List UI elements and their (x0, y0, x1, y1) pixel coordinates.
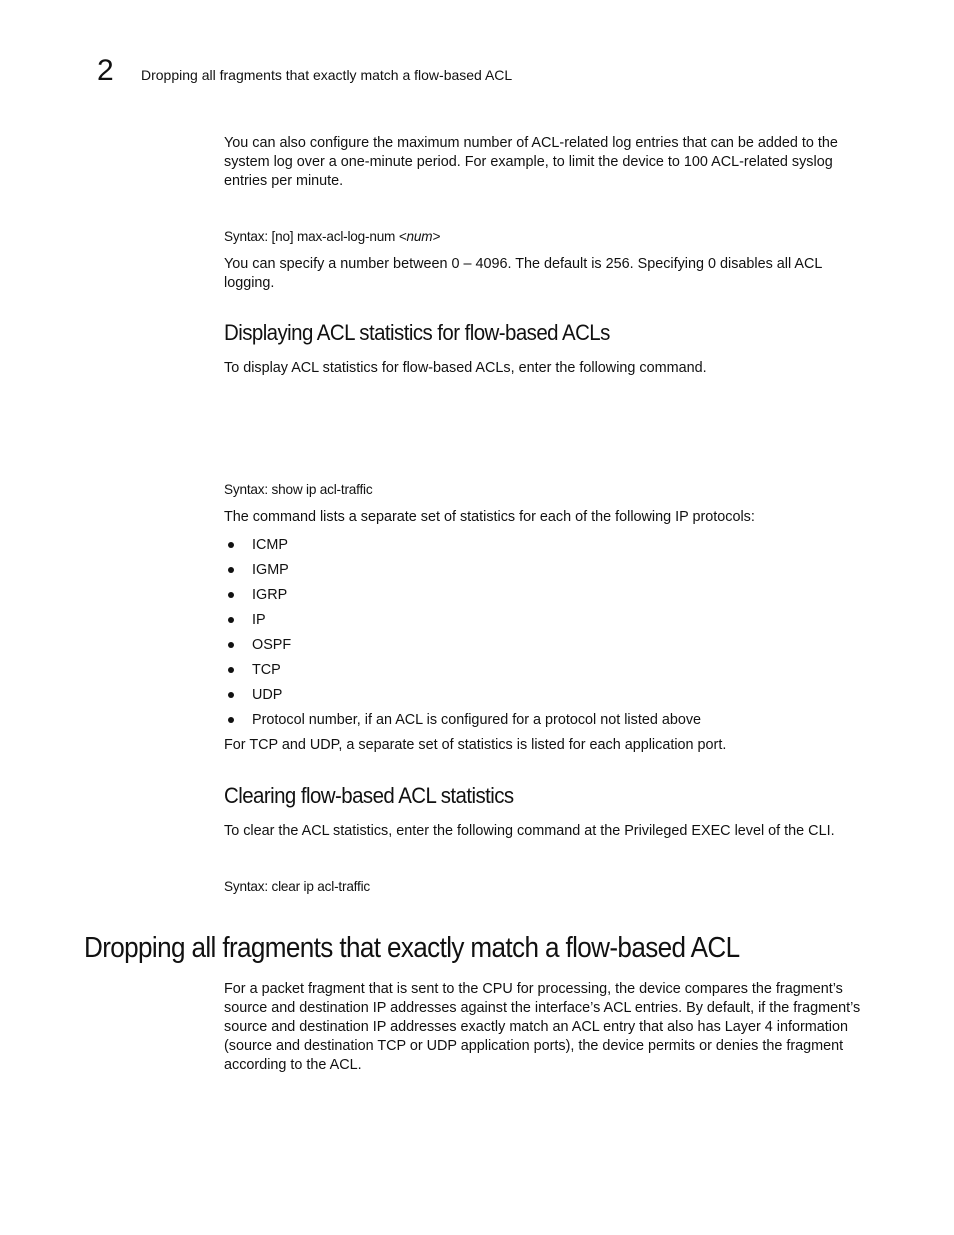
list-item: Protocol number, if an ACL is configured for a protocol not listed above (224, 711, 874, 736)
syntax-line (224, 228, 874, 246)
display-intro: To display ACL statistics for flow-based ACLs, enter the following command. (224, 360, 707, 376)
section-heading-clear-stats: Clearing flow-based ACL statistics (224, 783, 514, 808)
syntax-show-ip-acl-traffic: Syntax: show ip acl-traffic (224, 482, 373, 497)
list-intro: The command lists a separate set of statistics for each of the following IP protocols: (224, 509, 755, 525)
bullet-icon (228, 667, 234, 673)
bullet-icon (228, 567, 234, 573)
display-syntax-block (224, 481, 874, 499)
list-item: UDP (224, 686, 874, 711)
chapter-number: 2 (97, 54, 114, 87)
bullet-icon (228, 617, 234, 623)
intro-paragraph: You can also configure the maximum number of ACL-related log entries that can be added to the system log over a one-minute period. For example, to limit the device to 100 ACL-related syslog entries per minute. (224, 135, 838, 189)
major-heading-dropping-fragments: Dropping all fragments that exactly match a flow-based ACL (84, 932, 740, 964)
clear-section-heading-block (224, 782, 874, 810)
bullet-icon (228, 692, 234, 698)
display-section-heading-block (224, 319, 874, 347)
fragments-paragraph: For a packet fragment that is sent to the CPU for processing, the device compares the fragment’s source and destination IP addresses against the interface’s ACL entries. By default, if the fragment’s source and destination IP addresses exactly match an ACL entry that also has Layer 4 information (source and destination TCP or UDP application ports), the device permits or denies the fragment according to the ACL. (224, 981, 861, 1073)
bullet-icon (228, 717, 234, 723)
fragments-block (224, 980, 872, 1075)
intro-block (224, 134, 874, 191)
display-closing: For TCP and UDP, a separate set of statistics is listed for each application port. (224, 737, 727, 753)
list-item: IP (224, 611, 874, 636)
closing-block (224, 736, 874, 755)
clear-syntax-block (224, 878, 874, 896)
bullet-icon (228, 642, 234, 648)
range-note: You can specify a number between 0 – 4096. The default is 256. Specifying 0 disables all ACL logging. (224, 256, 822, 291)
section-heading-display-stats: Displaying ACL statistics for flow-based ACLs (224, 320, 610, 345)
list-item: OSPF (224, 636, 874, 661)
clear-intro-block (224, 822, 874, 841)
syntax-text: Syntax: [no] max-acl-log-num (224, 229, 399, 244)
range-note-block (224, 255, 874, 293)
max-acl-log-syntax (224, 228, 874, 246)
list-item: IGMP (224, 561, 874, 586)
display-intro-block (224, 359, 874, 378)
list-item: TCP (224, 661, 874, 686)
syntax-param: <num> (398, 229, 441, 244)
clear-intro: To clear the ACL statistics, enter the following command at the Privileged EXEC level of the CLI. (224, 823, 835, 839)
list-item: ICMP (224, 536, 874, 561)
list-item: IGRP (224, 586, 874, 611)
running-title: Dropping all fragments that exactly match a flow-based ACL (141, 67, 513, 83)
bullet-icon (228, 542, 234, 548)
protocol-list (224, 536, 874, 736)
list-intro-block (224, 508, 874, 527)
bullet-icon (228, 592, 234, 598)
syntax-clear-ip-acl-traffic: Syntax: clear ip acl-traffic (224, 879, 371, 894)
